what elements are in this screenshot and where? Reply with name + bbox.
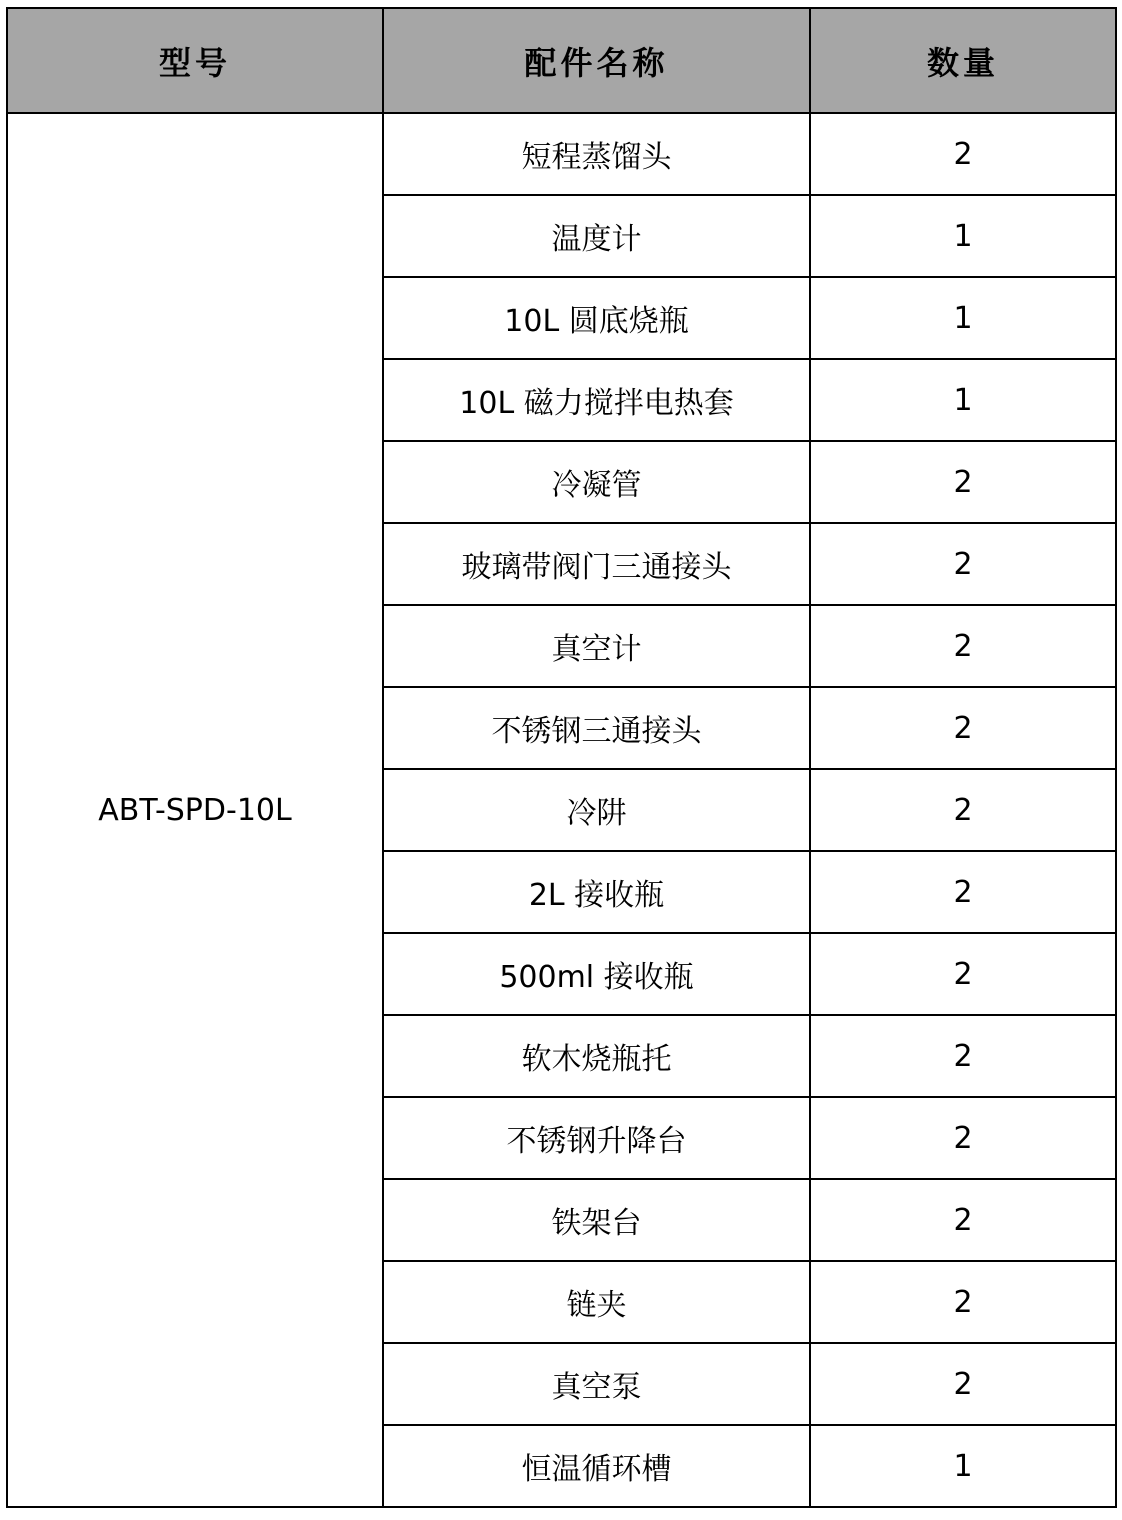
part-name-cell: 玻璃带阀门三通接头 <box>383 523 810 605</box>
header-model: 型号 <box>7 8 383 113</box>
part-name-cell: 2L 接收瓶 <box>383 851 810 933</box>
quantity-cell: 2 <box>810 933 1116 1015</box>
quantity-cell: 2 <box>810 523 1116 605</box>
quantity-cell: 2 <box>810 769 1116 851</box>
part-name-cell: 软木烧瓶托 <box>383 1015 810 1097</box>
part-name-cell: 不锈钢三通接头 <box>383 687 810 769</box>
part-name-cell: 链夹 <box>383 1261 810 1343</box>
quantity-cell: 2 <box>810 441 1116 523</box>
part-name-cell: 铁架台 <box>383 1179 810 1261</box>
quantity-cell: 1 <box>810 195 1116 277</box>
quantity-cell: 1 <box>810 359 1116 441</box>
part-name-cell: 真空计 <box>383 605 810 687</box>
part-name-cell: 真空泵 <box>383 1343 810 1425</box>
quantity-cell: 2 <box>810 605 1116 687</box>
header-row <box>7 8 1116 113</box>
part-name-cell: 短程蒸馏头 <box>383 113 810 195</box>
quantity-cell: 1 <box>810 1425 1116 1507</box>
part-name-cell: 温度计 <box>383 195 810 277</box>
part-name-cell: 恒温循环槽 <box>383 1425 810 1507</box>
part-name-cell: 不锈钢升降台 <box>383 1097 810 1179</box>
model-cell: ABT-SPD-10L <box>7 113 383 1507</box>
quantity-cell: 2 <box>810 1179 1116 1261</box>
quantity-cell: 2 <box>810 851 1116 933</box>
part-name-cell: 500ml 接收瓶 <box>383 933 810 1015</box>
quantity-cell: 2 <box>810 1097 1116 1179</box>
quantity-cell: 2 <box>810 687 1116 769</box>
part-name-cell: 10L 磁力搅拌电热套 <box>383 359 810 441</box>
quantity-cell: 1 <box>810 277 1116 359</box>
part-name-cell: 冷凝管 <box>383 441 810 523</box>
parts-table <box>6 7 1117 1508</box>
quantity-cell: 2 <box>810 1343 1116 1425</box>
header-part-name: 配件名称 <box>383 8 810 113</box>
table-row <box>7 113 1116 195</box>
part-name-cell: 冷阱 <box>383 769 810 851</box>
quantity-cell: 2 <box>810 113 1116 195</box>
parts-body <box>7 113 1116 1507</box>
quantity-cell: 2 <box>810 1261 1116 1343</box>
header-quantity: 数量 <box>810 8 1116 113</box>
part-name-cell: 10L 圆底烧瓶 <box>383 277 810 359</box>
quantity-cell: 2 <box>810 1015 1116 1097</box>
